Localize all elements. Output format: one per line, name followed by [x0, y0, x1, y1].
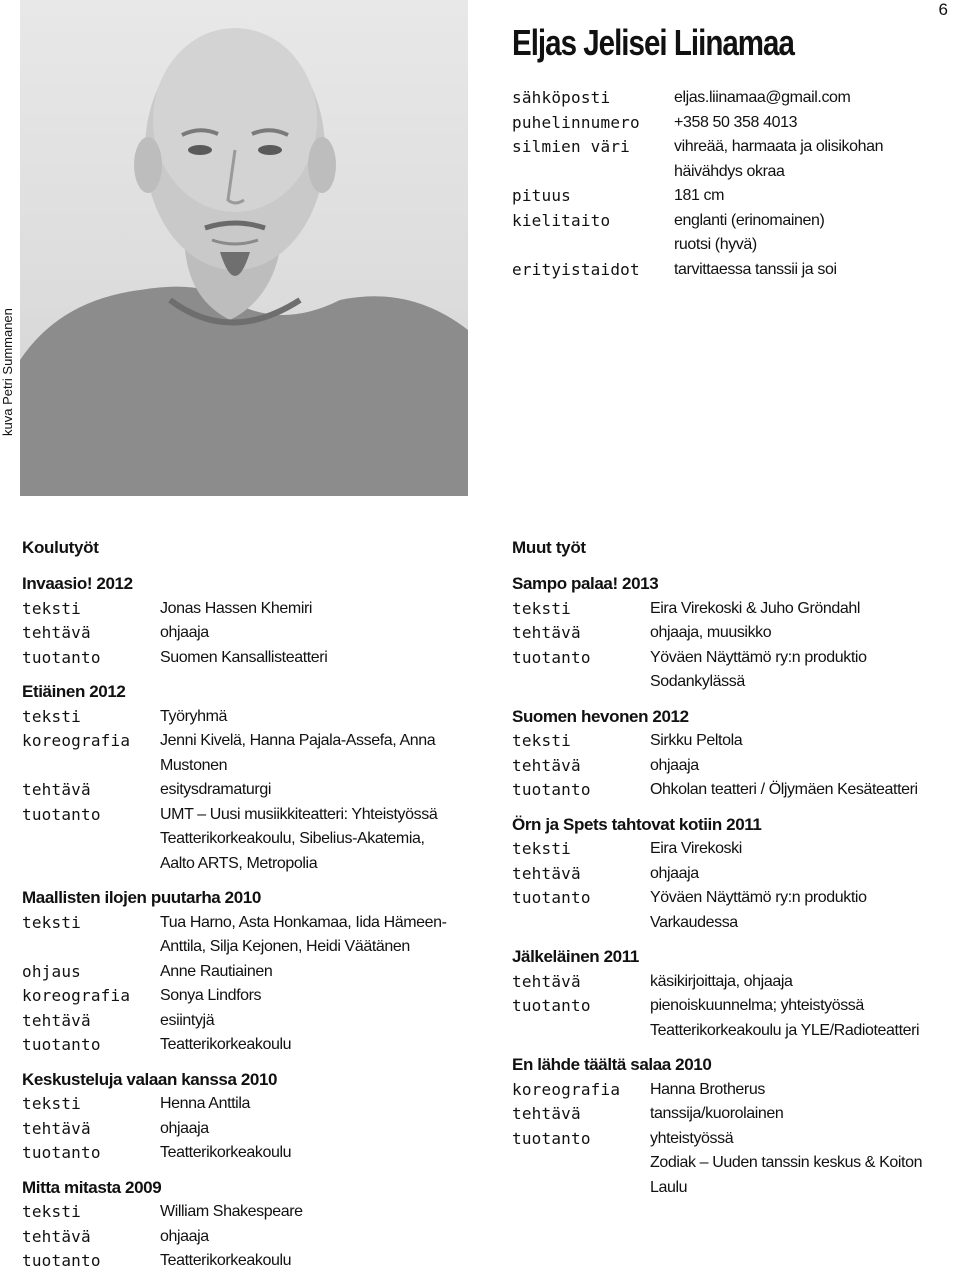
credit-value [160, 1092, 462, 1117]
work-title: En lähde täältä salaa 2010 [512, 1055, 712, 1074]
credit-value [160, 1141, 462, 1166]
portrait-illustration [20, 0, 468, 496]
credit-row [22, 778, 462, 803]
credit-value-line: esitysdramaturgi [160, 781, 271, 798]
portrait-photo [20, 0, 468, 496]
credit-value [160, 960, 462, 985]
credit-role: teksti [512, 731, 571, 750]
credit-row [22, 729, 462, 778]
work-entry [512, 705, 952, 803]
work-title: Keskusteluja valaan kanssa 2010 [22, 1069, 278, 1089]
info-row-email [512, 86, 954, 111]
work-entry [22, 886, 462, 1058]
info-row-special-skills [512, 258, 954, 283]
credit-value-line: yhteistyössä [650, 1129, 734, 1147]
info-row-languages [512, 209, 954, 258]
credit-value-line: ohjaaja [650, 864, 699, 882]
credit-value-line: Tua Harno, Asta Honkamaa, Iida Hämeen- [160, 913, 447, 931]
credit-value-line: Eira Virekoski & Juho Gröndahl [650, 599, 861, 617]
credit-value [160, 803, 462, 877]
info-label: pituus [512, 186, 571, 205]
credit-value-line: UMT – Uusi musiikkiteatteri: Yhteistyössä [160, 805, 438, 823]
other-works-section [512, 538, 952, 1210]
credit-value [160, 621, 462, 646]
credit-value [650, 597, 952, 622]
credit-value-line: esiintyjä [160, 1011, 215, 1029]
credit-role: tuotanto [512, 996, 591, 1015]
credit-value-line: ohjaaja, muusikko [650, 624, 772, 641]
section-title: Muut työt [512, 538, 586, 557]
credit-value [160, 1249, 462, 1274]
credit-role: tuotanto [22, 647, 101, 667]
credit-value-line: pienoiskuunnelma; yhteistyössä [650, 997, 864, 1014]
info-label: kielitaito [512, 210, 611, 230]
work-entry [22, 1176, 462, 1274]
credit-row [512, 754, 952, 779]
info-value [674, 209, 954, 258]
credit-row [512, 778, 952, 803]
credit-value-line: Sonya Lindfors [160, 987, 262, 1004]
info-value: +358 50 358 4013 [674, 113, 798, 131]
credit-value [650, 886, 952, 935]
credit-row [512, 1078, 952, 1103]
info-row-eye-color [512, 135, 954, 184]
info-value: tarvittaessa tanssii ja soi [674, 260, 837, 278]
credit-value [650, 778, 952, 803]
credit-role: tehtävä [512, 1104, 581, 1123]
work-entry [22, 572, 462, 670]
work-title: Suomen hevonen 2012 [512, 706, 689, 726]
credit-role: tehtävä [22, 1226, 91, 1246]
info-row-phone [512, 111, 954, 136]
work-entry [512, 572, 952, 695]
work-title: Jälkeläinen 2011 [512, 947, 639, 966]
work-title: Maallisten ilojen puutarha 2010 [22, 888, 261, 907]
photo-credit: kuva Petri Summanen [0, 308, 15, 436]
credit-role: teksti [22, 706, 81, 726]
credit-value-line: Yöväen Näyttämö ry:n produktio [650, 648, 867, 666]
work-title: Invaasio! 2012 [22, 574, 133, 593]
credit-role: tuotanto [22, 1143, 101, 1162]
credit-value [160, 1117, 462, 1142]
info-value-line: ruotsi (hyvä) [674, 236, 757, 253]
credit-row [22, 1249, 462, 1274]
credit-role: tehtävä [22, 1118, 91, 1138]
credit-row [512, 729, 952, 754]
info-label: erityistaidot [512, 259, 640, 279]
credit-role: tuotanto [512, 1128, 591, 1148]
credit-value-line: Teatterikorkeakoulu [160, 1036, 292, 1053]
credit-value [650, 1127, 952, 1201]
credit-role: tehtävä [512, 755, 581, 775]
work-title: Sampo palaa! 2013 [512, 574, 659, 593]
credit-value-line: ohjaaja [160, 1227, 209, 1245]
credit-role: teksti [512, 598, 571, 618]
credit-role: tehtävä [22, 623, 91, 642]
credit-value [650, 621, 952, 646]
credit-value [160, 984, 462, 1009]
credit-row [22, 984, 462, 1009]
credit-value [650, 970, 952, 995]
credit-role: tehtävä [512, 971, 581, 991]
credit-value-line: ohjaaja [160, 624, 209, 641]
credit-row [512, 994, 952, 1043]
credit-value [650, 837, 952, 862]
credit-role: tuotanto [22, 1035, 101, 1054]
credit-role: tuotanto [22, 1251, 101, 1270]
credit-value-line: Jonas Hassen Khemiri [160, 599, 313, 617]
work-entry [22, 1068, 462, 1166]
work-entry [512, 1053, 952, 1200]
credit-value [160, 1200, 462, 1225]
credit-value-line: Eira Virekoski [650, 840, 742, 857]
credit-role: tuotanto [22, 804, 101, 824]
credit-row [22, 911, 462, 960]
work-entry [512, 945, 952, 1043]
credit-row [22, 1141, 462, 1166]
credit-role: ohjaus [22, 961, 81, 981]
credit-value [650, 994, 952, 1043]
credit-value-line: Teatterikorkeakoulu ja YLE/Radioteatteri [650, 1021, 920, 1039]
credit-value-line: ohjaaja [650, 756, 699, 774]
work-entry [22, 680, 462, 876]
credit-row [22, 1200, 462, 1225]
credit-role: teksti [512, 839, 571, 858]
info-row-height [512, 184, 954, 209]
credit-row [512, 862, 952, 887]
credit-value-line: Aalto ARTS, Metropolia [160, 854, 318, 872]
school-works-section [22, 538, 462, 1284]
credit-role: teksti [22, 912, 81, 932]
credit-role: tuotanto [512, 647, 591, 667]
credit-row [512, 1127, 952, 1201]
credit-value [160, 1009, 462, 1034]
work-title: Mitta mitasta 2009 [22, 1177, 162, 1197]
credit-value [160, 729, 462, 778]
credit-value [160, 1033, 462, 1058]
credit-row [22, 960, 462, 985]
credit-value-line: Mustonen [160, 756, 228, 774]
credit-role: tehtävä [22, 1010, 91, 1030]
info-value: eljas.liinamaa@gmail.com [674, 89, 851, 106]
credit-value-line: tanssija/kuorolainen [650, 1105, 784, 1122]
work-title: Etiäinen 2012 [22, 682, 126, 701]
credit-row [22, 1033, 462, 1058]
credit-role: teksti [22, 1202, 81, 1221]
credit-value-line: Henna Anttila [160, 1095, 250, 1112]
credit-role: tehtävä [512, 623, 581, 642]
credit-value-line: Teatterikorkeakoulu [160, 1252, 292, 1269]
credit-row [22, 1225, 462, 1250]
info-value-line: englanti (erinomainen) [674, 211, 825, 229]
credit-value-line: ohjaaja [160, 1119, 209, 1137]
credit-role: tuotanto [512, 888, 591, 907]
credit-role: tehtävä [22, 780, 91, 799]
credit-role: teksti [22, 1094, 81, 1113]
credit-value-line: Teatterikorkeakoulu, Sibelius-Akatemia, [160, 830, 425, 847]
credit-value [650, 1078, 952, 1103]
credit-value [650, 646, 952, 695]
credit-row [22, 597, 462, 622]
info-value [674, 135, 954, 184]
credit-row [512, 621, 952, 646]
credit-row [512, 646, 952, 695]
info-label: silmien väri [512, 137, 630, 156]
credit-role: koreografia [22, 986, 131, 1005]
credit-row [22, 646, 462, 671]
credit-value [650, 1102, 952, 1127]
credit-value [160, 597, 462, 622]
credit-value [160, 1225, 462, 1250]
credit-value-line: Suomen Kansallisteatteri [160, 648, 328, 666]
credit-value [160, 911, 462, 960]
credit-value [650, 862, 952, 887]
credit-role: koreografia [22, 731, 131, 750]
credit-role: teksti [22, 598, 81, 618]
credit-value [650, 729, 952, 754]
credit-row [512, 970, 952, 995]
credit-role: tuotanto [512, 780, 591, 799]
credit-value [160, 646, 462, 671]
credit-row [22, 1117, 462, 1142]
info-value-line: vihreää, harmaata ja olisikohan [674, 138, 884, 155]
credit-value-line: William Shakespeare [160, 1203, 303, 1220]
work-entry [512, 813, 952, 936]
credit-value-line: Anttila, Silja Kejonen, Heidi Väätänen [160, 938, 410, 955]
person-name: Eljas Jelisei Liinamaa [512, 22, 794, 63]
credit-value [160, 705, 462, 730]
contact-info [512, 86, 954, 282]
credit-value-line: Sirkku Peltola [650, 732, 743, 749]
section-title: Koulutyöt [22, 538, 99, 557]
credit-value [650, 754, 952, 779]
credit-value-line: Yöväen Näyttämö ry:n produktio Varkaudessa [650, 889, 867, 931]
entries-list [512, 572, 952, 1200]
page-number: 6 [938, 0, 948, 19]
credit-value-line: Työryhmä [160, 707, 228, 725]
credit-row [22, 1009, 462, 1034]
credit-row [512, 597, 952, 622]
credit-row [512, 886, 952, 935]
credit-role: koreografia [512, 1079, 621, 1099]
entries-list [22, 572, 462, 1274]
credit-value-line: Anne Rautiainen [160, 962, 273, 980]
credit-value-line: Sodankylässä [650, 673, 745, 690]
credit-role: tehtävä [512, 863, 581, 883]
credit-row [22, 803, 462, 877]
credit-value-line: Jenni Kivelä, Hanna Pajala-Assefa, Anna [160, 732, 436, 749]
credit-value [160, 778, 462, 803]
work-title: Örn ja Spets tahtovat kotiin 2011 [512, 814, 762, 834]
info-value-line: häivähdys okraa [674, 162, 785, 180]
credit-row [22, 1092, 462, 1117]
credit-value-line: Zodiak – Uuden tanssin keskus & Koiton Laulu [650, 1154, 923, 1196]
info-value: 181 cm [674, 187, 725, 204]
info-label: sähköposti [512, 88, 611, 107]
credit-value-line: käsikirjoittaja, ohjaaja [650, 972, 793, 990]
credit-value-line: Ohkolan teatteri / Öljymäen Kesäteatteri [650, 781, 918, 798]
credit-row [22, 621, 462, 646]
credit-value-line: Hanna Brotherus [650, 1080, 765, 1098]
credit-row [22, 705, 462, 730]
info-label: puhelinnumero [512, 112, 640, 132]
credit-value-line: Teatterikorkeakoulu [160, 1144, 292, 1161]
credit-row [512, 837, 952, 862]
credit-row [512, 1102, 952, 1127]
